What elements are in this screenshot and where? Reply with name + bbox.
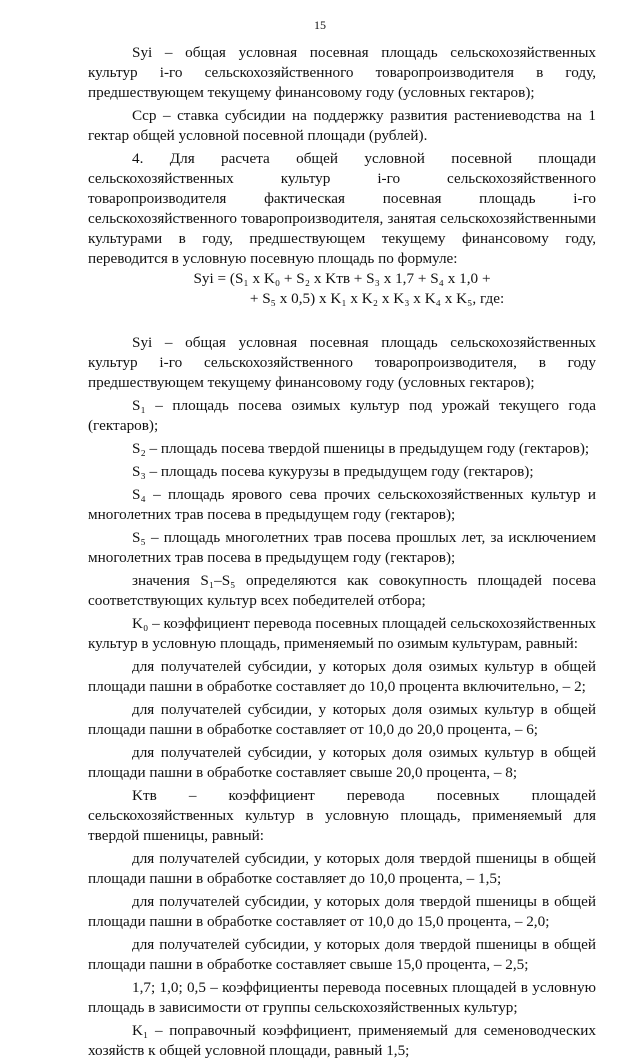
formula-line-1: Syi = (S₁ x K₀ + S₂ x Kтв + S₃ x 1,7 + S₄ x 1,0 + — [193, 270, 491, 287]
paragraph-syi-definition: Syi – общая условная посевная площадь сельскохозяйственных культур i-го сельскохозяйственного товаропроизводителя в году, предшествующем текущему финансовому году (условных гектаров); — [88, 44, 596, 101]
paragraph-s4: S₄ – площадь ярового сева прочих сельскохозяйственных культур и многолетних трав посева в предыдущем году (гектаров); — [88, 486, 596, 523]
paragraph-item-4: 4. Для расчета общей условной посевной площади сельскохозяйственных культур i-го сельскохозяйственного товаропроизводителя фактическая посевная площадь i-го сельскохозяйственного товаропроизводителя, занятая сельскохозяйственными культурами в году, предшествующем текущему финансовому году, переводится в условную посевную площадь по формуле: — [88, 150, 596, 267]
paragraph-k0-case-3: для получателей субсидии, у которых доля озимых культур в общей площади пашни в обработке составляет свыше 20,0 процента, – 8; — [88, 744, 596, 781]
paragraph-ktv-case-3: для получателей субсидии, у которых доля твердой пшеницы в общей площади пашни в обработке составляет свыше 15,0 процента, – 2,5; — [88, 936, 596, 973]
paragraph-s3: S₃ – площадь посева кукурузы в предыдущем году (гектаров); — [132, 463, 534, 480]
paragraph-coefficients: 1,7; 1,0; 0,5 – коэффициенты перевода посевных площадей в условную площадь в зависимости от группы сельскохозяйственных культур; — [88, 979, 596, 1016]
paragraph-ktv-case-2: для получателей субсидии, у которых доля твердой пшеницы в общей площади пашни в обработке составляет от 10,0 до 15,0 процента, – 2,0; — [88, 893, 596, 930]
page-number: 15 — [314, 18, 326, 32]
paragraph-k0: K₀ – коэффициент перевода посевных площадей сельскохозяйственных культур в условную площадь, применяемый по озимым культурам, равный: — [88, 615, 596, 652]
paragraph-s-values: значения S₁–S₅ определяются как совокупность площадей посева соответствующих культур всех победителей отбора; — [88, 572, 596, 609]
paragraph-k0-case-1: для получателей субсидии, у которых доля озимых культур в общей площади пашни в обработке составляет до 10,0 процента включительно, – 2; — [88, 658, 596, 695]
formula-line-2: + S₅ x 0,5) x K₁ x K₂ x K₃ x K₄ x K₅, где: — [249, 290, 505, 307]
paragraph-ktv: Kтв – коэффициент перевода посевных площадей сельскохозяйственных культур в условную площадь, применяемый для твердой пшеницы, равный: — [88, 787, 596, 844]
paragraph-k1: K₁ – поправочный коэффициент, применяемый для семеноводческих хозяйств к общей условной площади, равный 1,5; — [88, 1022, 596, 1059]
paragraph-ccp-definition: Ccp – ставка субсидии на поддержку развития растениеводства на 1 гектар общей условной посевной площади (рублей). — [88, 107, 596, 144]
paragraph-s5: S₅ – площадь многолетних трав посева прошлых лет, за исключением многолетних трав посева в предыдущем году (гектаров); — [88, 529, 596, 566]
paragraph-k0-case-2: для получателей субсидии, у которых доля озимых культур в общей площади пашни в обработке составляет от 10,0 до 20,0 процента, – 6; — [88, 701, 596, 738]
paragraph-ktv-case-1: для получателей субсидии, у которых доля твердой пшеницы в общей площади пашни в обработке составляет до 10,0 процента, – 1,5; — [88, 850, 596, 887]
paragraph-s2: S₂ – площадь посева твердой пшеницы в предыдущем году (гектаров); — [132, 440, 590, 457]
paragraph-s1: S₁ – площадь посева озимых культур под урожай текущего года (гектаров); — [88, 397, 596, 434]
paragraph-syi-definition-repeat: Syi – общая условная посевная площадь сельскохозяйственных культур i-го сельскохозяйственного товаропроизводителя, в году предшествующем текущему финансовому году (условных гектаров); — [88, 334, 596, 391]
body-text — [88, 43, 596, 1064]
